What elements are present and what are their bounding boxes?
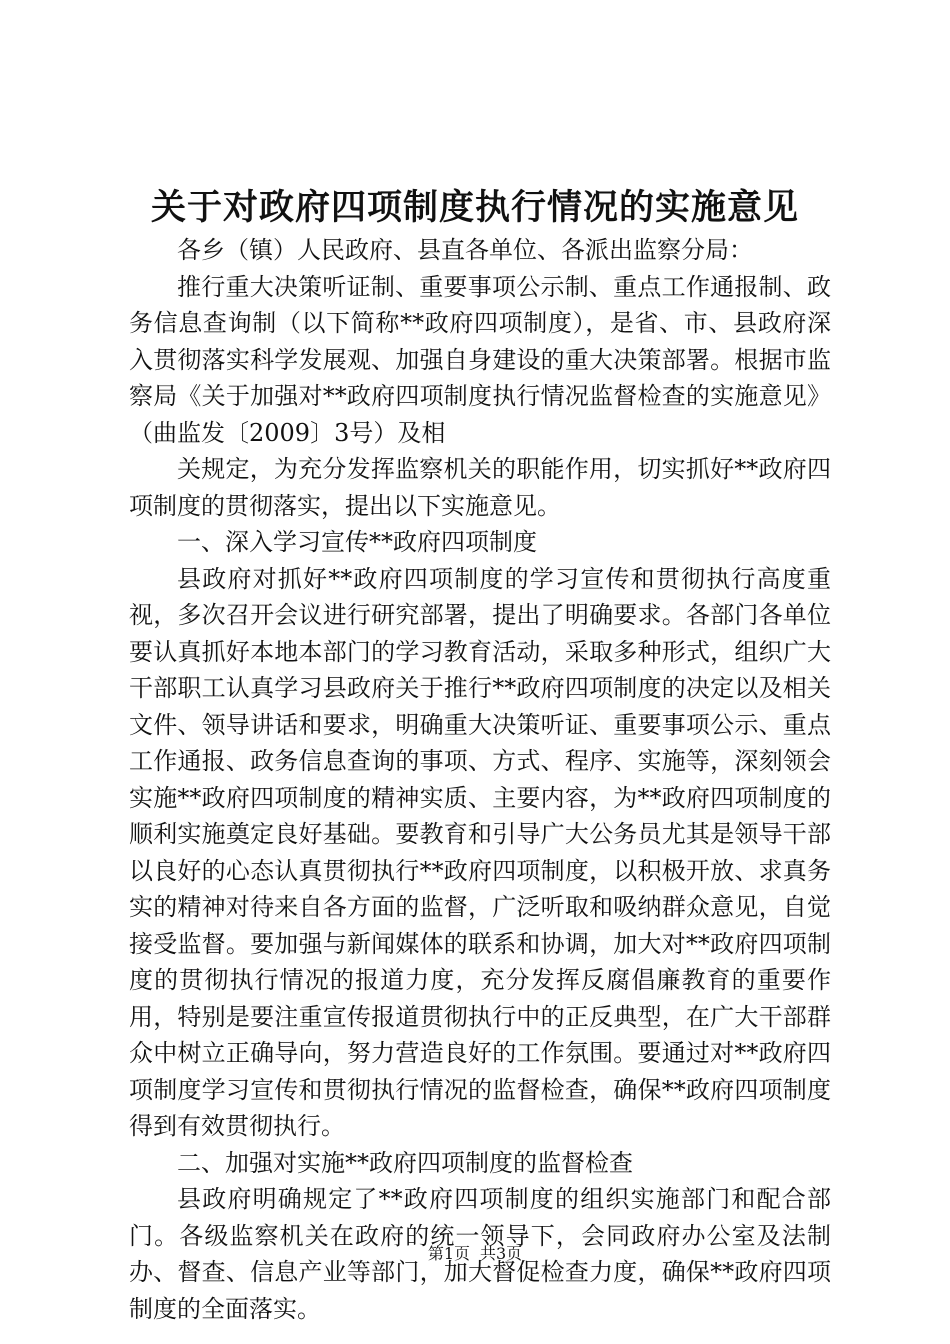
salutation-paragraph: 各乡（镇）人民政府、县直各单位、各派出监察分局： (177, 236, 753, 264)
intro-continuation-paragraph: 关规定，为充分发挥监察机关的职能作用，切实抓好**政府四项制度的贯彻落实，提出以下实施意见。 (129, 455, 831, 520)
section-heading-1: 一、深入学习宣传**政府四项制度 (177, 528, 537, 556)
section-1-paragraph: 县政府对抓好**政府四项制度的学习宣传和贯彻执行高度重视，多次召开会议进行研究部署，提出了明确要求。各部门各单位要认真抓好本地本部门的学习教育活动，采取多种形式，组织广大干部职工认真学习县政府关于推行**政府四项制度的决定以及相关文件、领导讲话和要求，明确重大决策听证、重要事项公示、重点工作通报、政务信息查询的事项、方式、程序、实施等，深刻领会实施**政府四项制度的精神实质、主要内容，为**政府四项制度的顺利实施奠定良好基础。要教育和引导广大公务员尤其是领导干部以良好的心态认真贯彻执行**政府四项制度，以积极开放、求真务实的精神对待来自各方面的监督，广泛听取和吸纳群众意见，自觉接受监督。要加强与新闻媒体的联系和协调，加大对**政府四项制度的贯彻执行情况的报道力度，充分发挥反腐倡廉教育的重要作用，特别是要注重宣传报道贯彻执行中的正反典型，在广大干部群众中树立正确导向，努力营造良好的工作氛围。要通过对**政府四项制度学习宣传和贯彻执行情况的监督检查，确保**政府四项制度得到有效贯彻执行。 (129, 564, 831, 1140)
page-footer (0, 1243, 950, 1265)
page-total: 共3页 (480, 1244, 523, 1263)
document-body (129, 232, 831, 1327)
section-2-paragraph: 县政府明确规定了**政府四项制度的组织实施部门和配合部门。各级监察机关在政府的统一领导下，会同政府办公室及法制办、督查、信息产业等部门，加大督促检查力度，确保**政府四项制度的全面落实。 (129, 1185, 831, 1323)
intro-paragraph: 推行重大决策听证制、重要事项公示制、重点工作通报制、政务信息查询制（以下简称**政府四项制度），是省、市、县政府深入贯彻落实科学发展观、加强自身建设的重大决策部署。根据市监察局《关于加强对**政府四项制度执行情况监督检查的实施意见》（曲监发〔2009〕3号）及相 (129, 272, 831, 447)
section-heading-2: 二、加强对实施**政府四项制度的监督检查 (177, 1148, 633, 1177)
page-number: 第1页 (427, 1244, 470, 1263)
document-title: 关于对政府四项制度执行情况的实施意见 (150, 187, 799, 228)
